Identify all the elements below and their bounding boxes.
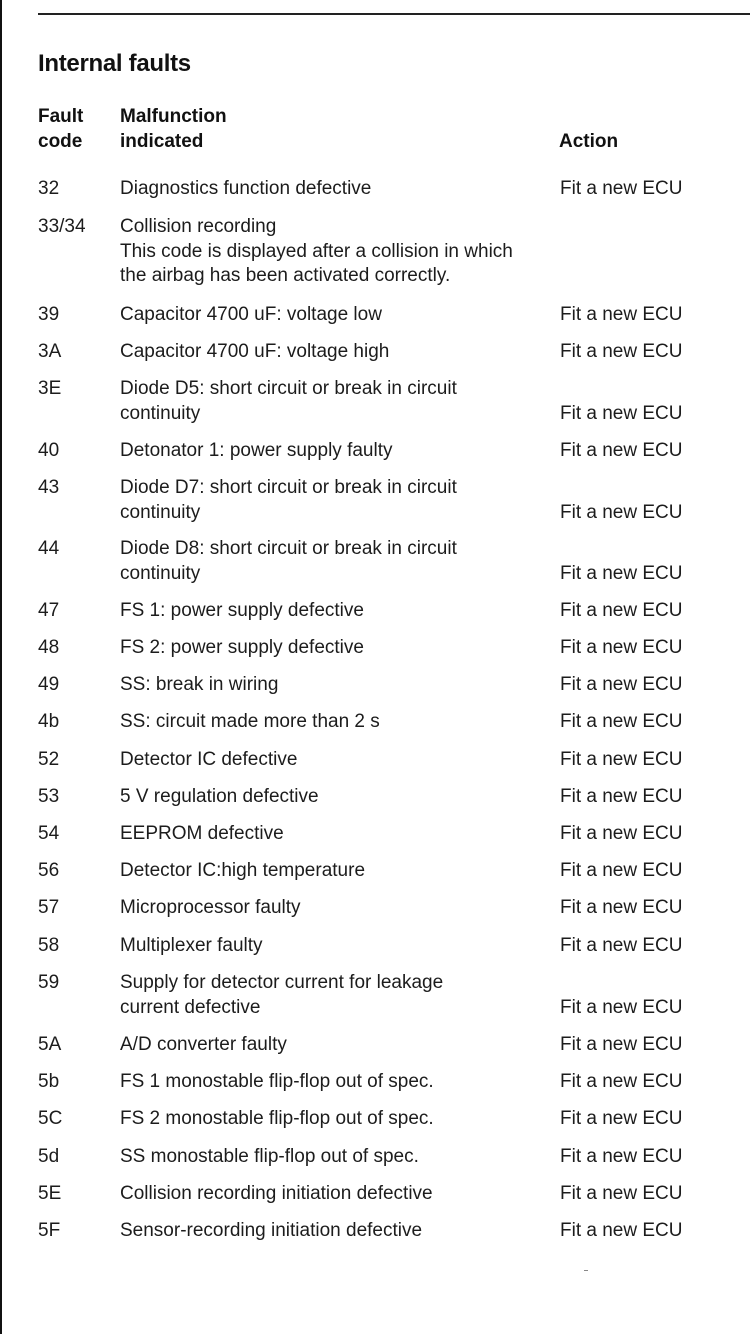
description-line: Capacitor 4700 uF: voltage low [120, 304, 382, 325]
description-line: SS: circuit made more than 2 s [120, 711, 380, 732]
action-text: Fit a new ECU [560, 823, 683, 844]
fault-code: 4b [38, 711, 60, 732]
malfunction-description [120, 934, 550, 959]
action-text: Fit a new ECU [560, 600, 683, 621]
action-text: Fit a new ECU [560, 996, 683, 1018]
action-text: Fit a new ECU [560, 402, 683, 424]
fault-code: 40 [38, 440, 60, 461]
malfunction-description [120, 710, 550, 735]
action-text: Fit a new ECU [560, 1183, 683, 1204]
description-line: SS: break in wiring [120, 674, 279, 695]
description-line: EEPROM defective [120, 823, 284, 844]
header-malfunction-line2: indicated [120, 131, 204, 152]
fault-code: 5C [38, 1108, 63, 1129]
action-text: Fit a new ECU [560, 1071, 683, 1092]
malfunction-description [120, 748, 550, 773]
fault-code: 5d [38, 1146, 60, 1167]
action-text: Fit a new ECU [560, 897, 683, 918]
fault-code: 44 [38, 538, 60, 559]
action-text: Fit a new ECU [560, 304, 683, 325]
fault-code: 48 [38, 637, 60, 658]
header-code-line2: code [38, 131, 83, 152]
section-title: Internal faults [38, 50, 191, 77]
action-text: Fit a new ECU [560, 1034, 683, 1055]
description-line: FS 1 monostable flip-flop out of spec. [120, 1071, 434, 1092]
fault-code: 5F [38, 1220, 61, 1241]
description-line: Diode D7: short circuit or break in circuit [120, 477, 457, 498]
fault-code: 56 [38, 860, 60, 881]
description-line: Diode D5: short circuit or break in circuit [120, 378, 457, 399]
description-line: Microprocessor faulty [120, 897, 301, 918]
fault-code: 5A [38, 1034, 62, 1055]
fault-code: 3A [38, 341, 62, 362]
fault-code: 58 [38, 935, 60, 956]
fault-code: 33/34 [38, 216, 86, 237]
malfunction-description [120, 822, 550, 847]
description-line: A/D converter faulty [120, 1034, 287, 1055]
stray-mark [584, 1270, 588, 1271]
description-line: Capacitor 4700 uF: voltage high [120, 341, 390, 362]
malfunction-description [120, 215, 550, 289]
description-line: Detonator 1: power supply faulty [120, 440, 393, 461]
malfunction-description [120, 599, 550, 624]
malfunction-description [120, 859, 550, 884]
malfunction-description [120, 1033, 550, 1058]
description-line: FS 2: power supply defective [120, 637, 364, 658]
description-line: Diode D8: short circuit or break in circuit [120, 538, 457, 559]
action-text: Fit a new ECU [560, 674, 683, 695]
description-line: Detector IC defective [120, 749, 298, 770]
description-line: Detector IC:high temperature [120, 860, 366, 881]
action-text: Fit a new ECU [560, 341, 683, 362]
malfunction-description [120, 340, 550, 365]
malfunction-description [120, 537, 550, 586]
description-line: the airbag has been activated correctly. [120, 265, 451, 286]
action-text: Fit a new ECU [560, 440, 683, 461]
malfunction-description [120, 673, 550, 698]
action-text: Fit a new ECU [560, 860, 683, 881]
fault-code: 39 [38, 304, 60, 325]
malfunction-description [120, 377, 550, 426]
fault-code: 43 [38, 477, 60, 498]
fault-code: 3E [38, 378, 62, 399]
malfunction-description [120, 439, 550, 464]
description-line: 5 V regulation defective [120, 786, 319, 807]
fault-code: 53 [38, 786, 60, 807]
description-line: Collision recording [120, 216, 277, 237]
description-line: current defective [120, 996, 261, 1018]
header-action: Action [559, 131, 619, 152]
action-text: Fit a new ECU [560, 562, 683, 584]
malfunction-description [120, 1070, 550, 1095]
action-text: Fit a new ECU [560, 786, 683, 807]
description-line: continuity [120, 562, 201, 584]
description-line: continuity [120, 402, 201, 424]
malfunction-description [120, 1182, 550, 1207]
description-line: continuity [120, 501, 201, 523]
malfunction-description [120, 971, 550, 1020]
fault-code: 49 [38, 674, 60, 695]
action-text: Fit a new ECU [560, 501, 683, 523]
description-line: This code is displayed after a collision in which [120, 240, 513, 262]
fault-code: 5E [38, 1183, 62, 1204]
action-text: Fit a new ECU [560, 1220, 683, 1241]
description-line: Sensor-recording initiation defective [120, 1220, 423, 1241]
description-line: Diagnostics function defective [120, 178, 372, 199]
action-text: Fit a new ECU [560, 1108, 683, 1129]
fault-code: 47 [38, 600, 60, 621]
malfunction-description [120, 785, 550, 810]
fault-code: 54 [38, 823, 60, 844]
header-code-line1: Fault [38, 106, 84, 127]
description-line: FS 1: power supply defective [120, 600, 364, 621]
fault-code: 5b [38, 1071, 60, 1092]
action-text: Fit a new ECU [560, 637, 683, 658]
description-line: SS monostable flip-flop out of spec. [120, 1146, 419, 1167]
malfunction-description [120, 1145, 550, 1170]
malfunction-description [120, 636, 550, 661]
malfunction-description [120, 476, 550, 525]
malfunction-description [120, 1107, 550, 1132]
action-text: Fit a new ECU [560, 178, 683, 199]
description-line: Multiplexer faulty [120, 935, 263, 956]
action-text: Fit a new ECU [560, 711, 683, 732]
description-line: FS 2 monostable flip-flop out of spec. [120, 1108, 434, 1129]
description-line: Collision recording initiation defective [120, 1183, 433, 1204]
malfunction-description [120, 896, 550, 921]
fault-code: 59 [38, 972, 60, 993]
malfunction-description [120, 1219, 550, 1244]
action-text: Fit a new ECU [560, 1146, 683, 1167]
header-malfunction-line1: Malfunction [120, 106, 227, 127]
malfunction-description [120, 177, 550, 202]
fault-code: 52 [38, 749, 60, 770]
fault-code: 32 [38, 178, 60, 199]
description-line: Supply for detector current for leakage [120, 972, 444, 993]
malfunction-description [120, 303, 550, 328]
action-text: Fit a new ECU [560, 935, 683, 956]
action-text: Fit a new ECU [560, 749, 683, 770]
fault-code: 57 [38, 897, 60, 918]
